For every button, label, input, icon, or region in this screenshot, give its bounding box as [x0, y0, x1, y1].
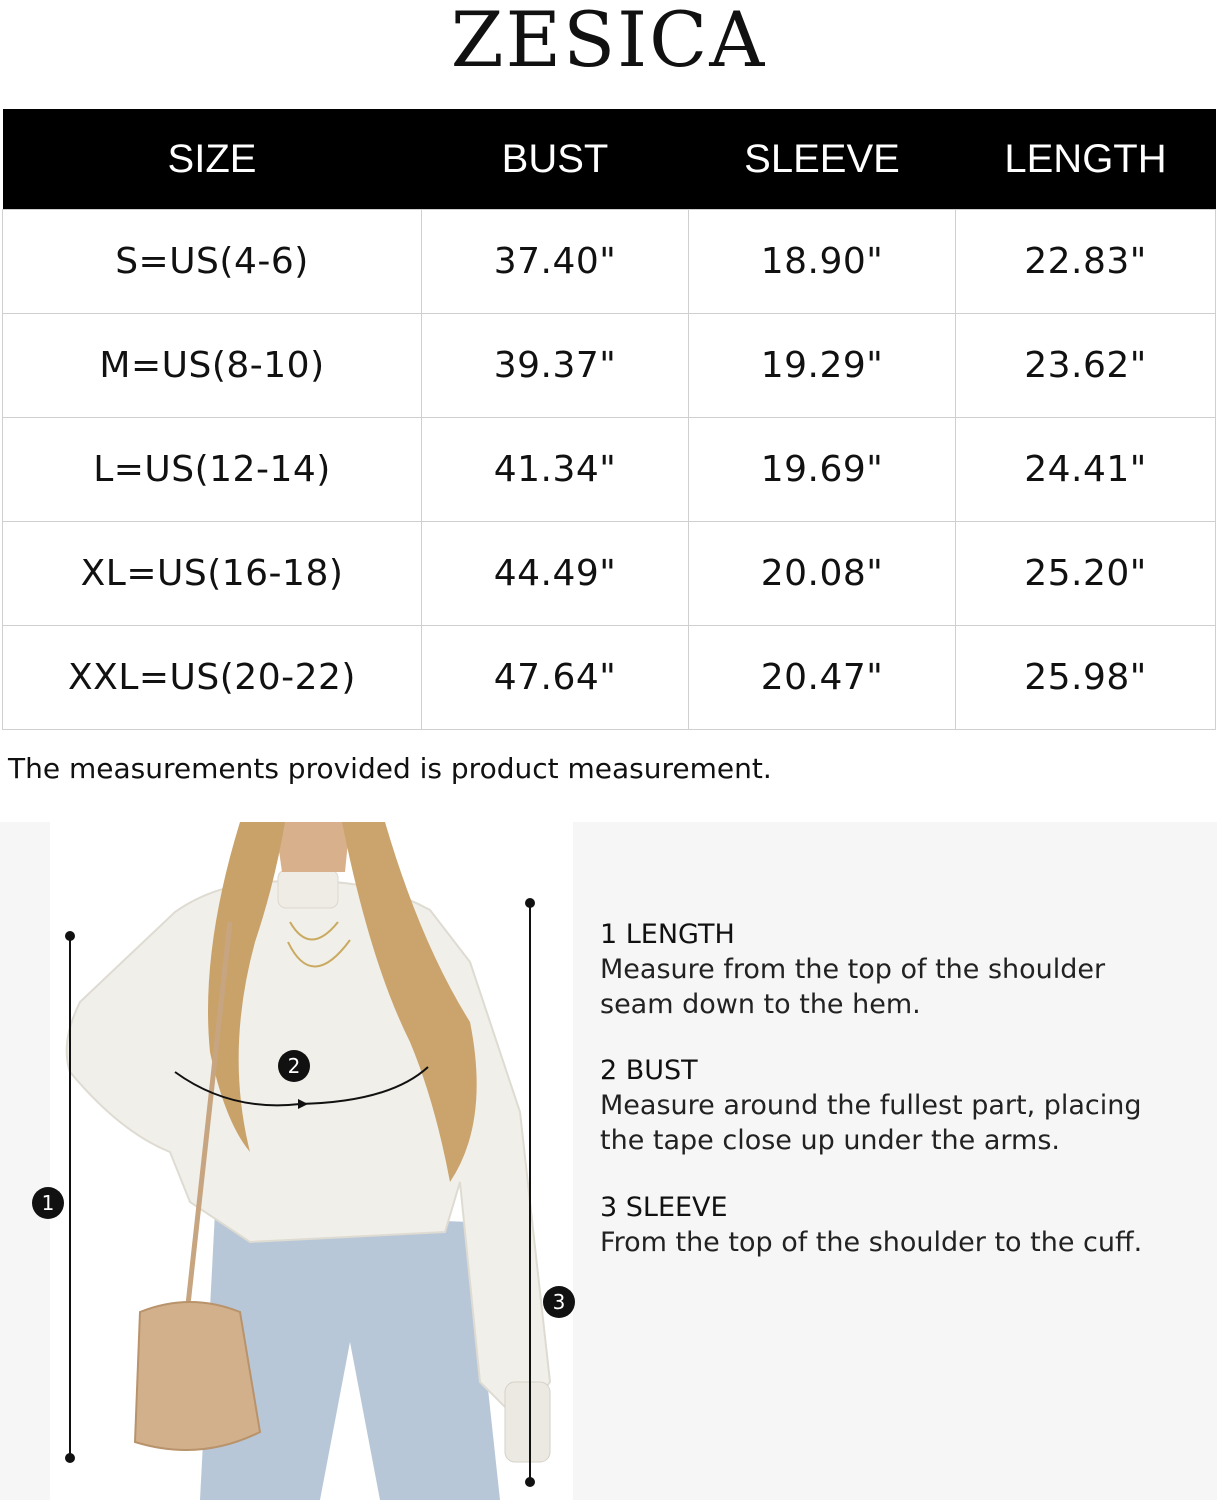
marker-bust: 2 — [278, 1050, 310, 1082]
cell-bust: 41.34" — [422, 418, 689, 522]
header-bust: BUST — [422, 109, 689, 210]
table-row — [3, 210, 1216, 314]
header-size: SIZE — [3, 109, 422, 210]
header-length: LENGTH — [956, 109, 1216, 210]
cell-length: 25.98" — [956, 626, 1216, 730]
cell-size: S=US(4-6) — [3, 210, 422, 314]
cell-bust: 37.40" — [422, 210, 689, 314]
table-row — [3, 522, 1216, 626]
cell-sleeve: 20.08" — [689, 522, 956, 626]
cell-length: 22.83" — [956, 210, 1216, 314]
instruction-text: From the top of the shoulder to the cuff. — [600, 1227, 1143, 1258]
table-row — [3, 626, 1216, 730]
header-sleeve: SLEEVE — [689, 109, 956, 210]
instruction-text: Measure around the fullest part, placing — [600, 1090, 1142, 1121]
measurement-note: The measurements provided is product measurement. — [8, 752, 772, 785]
table-row — [3, 314, 1216, 418]
cell-sleeve: 18.90" — [689, 210, 956, 314]
instruction-length — [600, 917, 1200, 1022]
cell-size: XL=US(16-18) — [3, 522, 422, 626]
cell-size: M=US(8-10) — [3, 314, 422, 418]
cell-length: 24.41" — [956, 418, 1216, 522]
instruction-sleeve — [600, 1190, 1200, 1260]
cell-bust: 44.49" — [422, 522, 689, 626]
cell-bust: 47.64" — [422, 626, 689, 730]
cell-size: XXL=US(20-22) — [3, 626, 422, 730]
table-header-row — [3, 109, 1216, 210]
cell-length: 25.20" — [956, 522, 1216, 626]
instruction-bust — [600, 1053, 1200, 1158]
instruction-heading: 3 SLEEVE — [600, 1192, 728, 1223]
cell-sleeve: 20.47" — [689, 626, 956, 730]
cell-bust: 39.37" — [422, 314, 689, 418]
table-row — [3, 418, 1216, 522]
brand-logo: ZESICA — [450, 0, 767, 84]
instruction-text: the tape close up under the arms. — [600, 1125, 1060, 1156]
cell-length: 23.62" — [956, 314, 1216, 418]
size-chart-table — [2, 109, 1216, 730]
cell-sleeve: 19.69" — [689, 418, 956, 522]
instruction-text: Measure from the top of the shoulder — [600, 954, 1106, 985]
cell-size: L=US(12-14) — [3, 418, 422, 522]
marker-length: 1 — [32, 1187, 64, 1219]
instruction-heading: 1 LENGTH — [600, 919, 735, 950]
cell-sleeve: 19.29" — [689, 314, 956, 418]
model-photo — [50, 822, 573, 1500]
instruction-text: seam down to the hem. — [600, 989, 921, 1020]
marker-sleeve: 3 — [543, 1286, 575, 1318]
instruction-heading: 2 BUST — [600, 1055, 698, 1086]
